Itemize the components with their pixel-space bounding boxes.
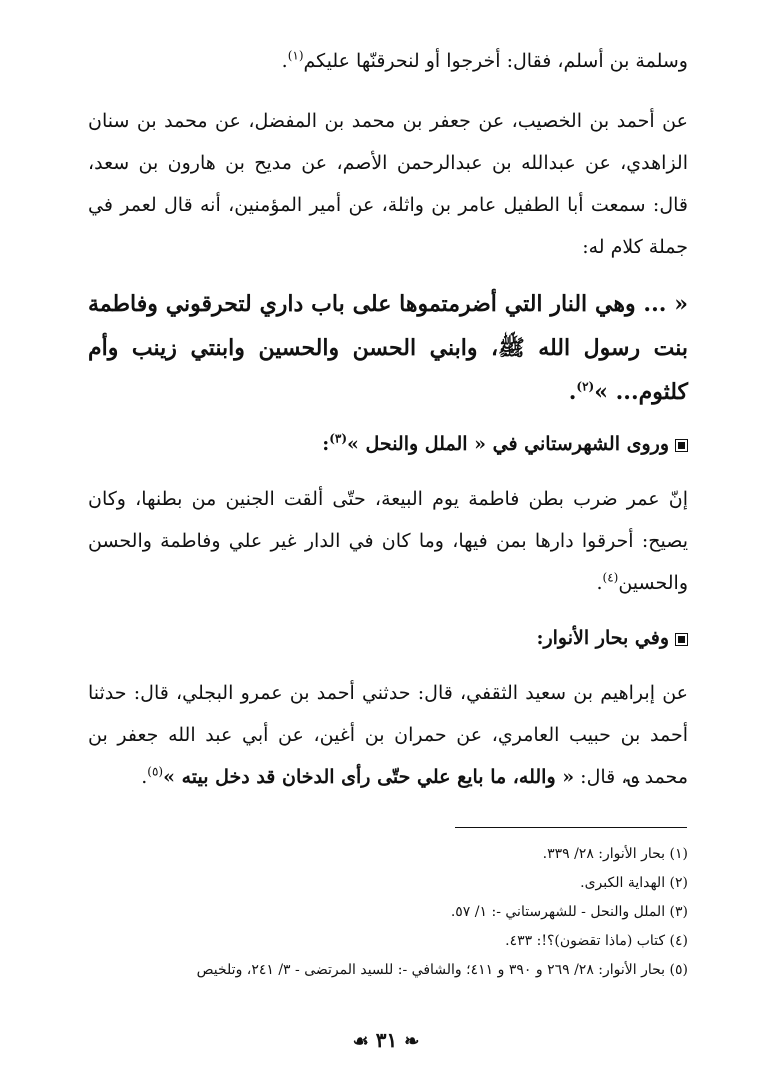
square-bullet-icon	[675, 633, 688, 646]
square-bullet-icon	[675, 439, 688, 452]
shahrastani-text: إنّ عمر ضرب بطن فاطمة يوم البيعة، حتّى ألقت الجنين من بطنها، وكان يصيح: أحرقوا دارها بمن فيها، وما كان في الدار غير علي وفاطمة والحسن والحسين	[88, 488, 688, 594]
page-body	[88, 40, 688, 798]
heading-text: وروى الشهرستاني في « الملل والنحل »	[347, 433, 669, 455]
ornament-right-icon: ❧	[404, 1031, 420, 1052]
ornament-left-icon: ☙	[352, 1031, 369, 1052]
section-heading-bihar	[88, 618, 688, 658]
heading-text: وفي بحار الأنوار:	[536, 627, 669, 649]
opening-text: وسلمة بن أسلم، فقال: أخرجوا أو لنحرقنّها عليكم	[303, 50, 688, 72]
footnote-2: (٢) الهداية الكبرى.	[580, 875, 688, 891]
footnote-1: (١) بحار الأنوار: ٢٨/ ٣٣٩.	[542, 846, 688, 862]
footnotes-section	[88, 840, 688, 985]
paragraph-bihar: عن إبراهيم بن سعيد الثقفي، قال: حدثني أحمد بن عمرو البجلي، قال: حدثنا أحمد بن حبيب العامري، عن حمران بن أغين، عن أبي عبد الله جعفر بن محمد ؈، قال: « والله، ما بايع علي حتّى رأى الدخان قد دخل بيته »$^{(٥)}$.	[88, 682, 688, 788]
quote-block: « ... وهي النار التي أضرمتموها على باب داري لتحرقوني وفاطمة بنت رسول الله ﷺ، وابني الحسن والحسين وابنتي زينب وأم كلثوم... »$^{(٢)}$.	[88, 291, 688, 405]
footnote-ref-3[interactable]: (٣)	[329, 431, 348, 446]
bihar-text: عن إبراهيم بن سعيد الثقفي، قال: حدثني أحمد بن عمرو البجلي، قال: حدثنا أحمد بن حبيب العامري، عن حمران بن أغين، عن أبي عبد الله جعفر بن محمد ؈، قال:	[88, 682, 688, 788]
footnote-separator	[455, 827, 687, 828]
page-number-text: ٣١	[375, 1028, 398, 1052]
narration-text: عن أحمد بن الخصيب، عن جعفر بن محمد بن المفضل، عن محمد بن سنان الزاهدي، عن عبدالله بن عبدالرحمن الأصم، عن مديح بن هارون بن سعد، قال: سمعت أبا الطفيل عامر بن واثلة، عن أمير المؤمنين، أنه قال لعمر في جملة كلام له:	[88, 110, 688, 258]
paragraph-narration	[88, 100, 688, 268]
footnote-ref-4[interactable]: (٤)	[602, 570, 619, 585]
quote-text: « ... وهي النار التي أضرمتموها على باب داري لتحرقوني وفاطمة بنت رسول الله ﷺ، وابني الحسن والحسين وابنتي زينب وأم كلثوم... »	[88, 291, 688, 405]
footnote-5: (٥) بحار الأنوار: ٢٨/ ٢٦٩ و ٣٩٠ و ٤١١؛ والشافي -: للسيد المرتضى - ٣/ ٢٤١، وتلخيص	[196, 962, 688, 978]
page-number	[336, 1028, 436, 1052]
paragraph-opening: وسلمة بن أسلم، فقال: أخرجوا أو لنحرقنّها عليكم$^{(١)}$.	[281, 48, 688, 72]
paragraph-shahrastani: إنّ عمر ضرب بطن فاطمة يوم البيعة، حتّى ألقت الجنين من بطنها، وكان يصيح: أحرقوا دارها بمن فيها، وما كان في الدار غير علي وفاطمة والحسن والحسين$^{(٤)}$.	[88, 488, 688, 594]
footnote-ref-2[interactable]: (٢)	[576, 379, 595, 394]
section-heading-shahrastani: وروى الشهرستاني في « الملل والنحل »$^{(٣)}$:	[88, 424, 688, 464]
bihar-quote: « والله، ما بايع علي حتّى رأى الدخان قد دخل بيته »	[163, 766, 575, 788]
footnote-3: (٣) الملل والنحل - للشهرستاني -: ١/ ٥٧.	[450, 904, 688, 920]
footnote-ref-1[interactable]: (١)	[287, 48, 304, 63]
footnote-4: (٤) كتاب (ماذا تقضون)؟!: ٤٣٣.	[505, 933, 688, 949]
footnote-ref-5[interactable]: (٥)	[147, 764, 164, 779]
